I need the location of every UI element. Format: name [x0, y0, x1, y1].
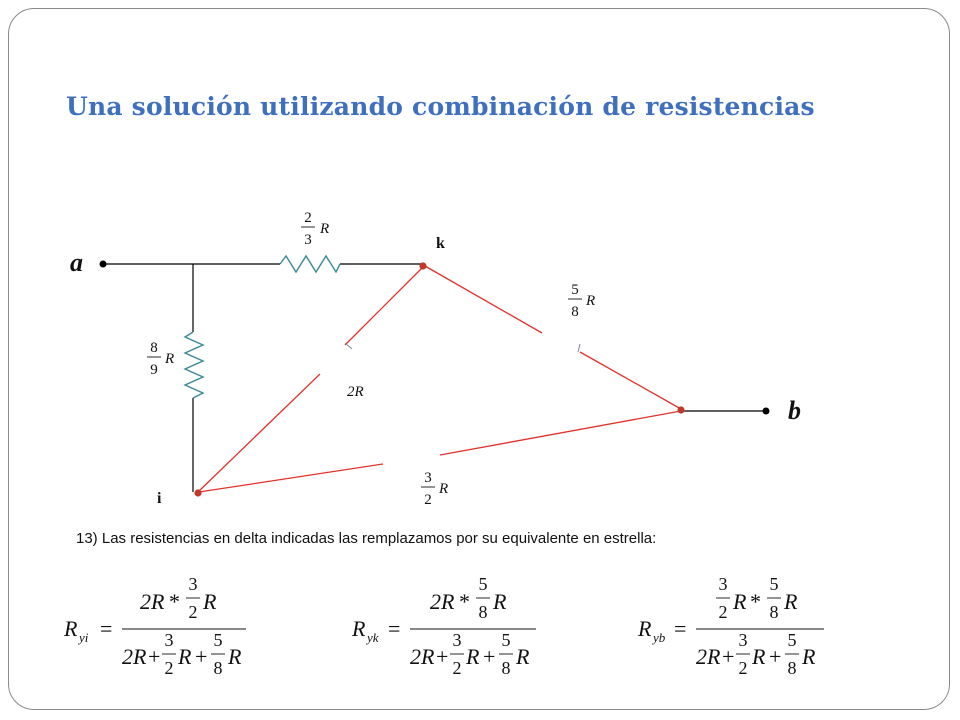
label-ib-var: R: [439, 481, 449, 497]
denominator-term-1: 2R: [122, 644, 147, 669]
label-top-den: 3: [304, 232, 312, 248]
delta-wire-k-i-upper: [345, 267, 423, 345]
denominator-plus-1: +: [148, 644, 161, 669]
numerator-b-den: 2: [188, 602, 198, 622]
formula-lhs-r: R: [638, 616, 652, 641]
delta-gap-tick-kb: [578, 344, 580, 352]
formula-lhs-sub: yi: [79, 630, 89, 645]
denominator-t3-var: R: [228, 644, 242, 669]
formula-equals: =: [388, 616, 401, 641]
label-kb-num: 5: [571, 282, 579, 298]
node-k-dot: [419, 262, 426, 269]
slide-title: Una solución utilizando combinación de resistencias: [66, 92, 815, 121]
delta-wire-k-i-lower: [198, 374, 320, 492]
delta-wire-i-b-right: [440, 411, 681, 455]
denominator-t2-var: R: [178, 644, 192, 669]
numerator-a-var: R: [733, 589, 747, 614]
denominator-t2-den: 2: [164, 658, 174, 678]
numerator-op: *: [750, 589, 761, 614]
resistor-left: [185, 332, 203, 398]
label-resistor-kb: [568, 282, 595, 320]
numerator-b-num: 5: [478, 574, 488, 594]
numerator-a-num: 3: [718, 574, 728, 594]
resistor-top: [280, 256, 340, 272]
label-top-var: R: [320, 221, 330, 237]
delta-wire-k-b-lower: [580, 352, 681, 409]
label-resistor-top: [301, 210, 329, 248]
terminal-b-dot: [763, 408, 770, 415]
label-kb-var: R: [586, 293, 596, 309]
delta-wire-k-b-upper: [425, 266, 542, 333]
denominator-term-1: 2R: [410, 644, 435, 669]
denominator-term-1: 2R: [696, 644, 721, 669]
delta-gap-tick-ki: [345, 343, 352, 349]
label-resistor-left: [147, 340, 174, 378]
formula-r-yi: [60, 572, 260, 684]
numerator-b-var: R: [203, 589, 217, 614]
denominator-plus-1: +: [436, 644, 449, 669]
formula-lhs-r: R: [352, 616, 366, 641]
node-i-label: i: [157, 490, 162, 507]
denominator-t2-var: R: [466, 644, 480, 669]
numerator-b-var: R: [784, 589, 798, 614]
formula-lhs-sub: yk: [367, 630, 379, 645]
denominator-t3-den: 8: [213, 658, 223, 678]
formula-equals: =: [674, 616, 687, 641]
delta-star-caption: 13) Las resistencias en delta indicadas las remplazamos por su equivalente en estrella:: [76, 530, 657, 547]
node-i-dot: [194, 489, 201, 496]
label-top-num: 2: [304, 210, 312, 226]
numerator-b-den: 8: [769, 602, 779, 622]
terminal-b-label: b: [788, 396, 801, 425]
numerator-b-num: 3: [188, 574, 198, 594]
node-b-dot: [677, 406, 684, 413]
formula-r-yb: [634, 572, 834, 684]
denominator-t2-num: 3: [738, 630, 748, 650]
numerator-a-den: 2: [718, 602, 728, 622]
denominator-t2-num: 3: [164, 630, 174, 650]
denominator-t3-den: 8: [787, 658, 797, 678]
denominator-plus-2: +: [195, 644, 208, 669]
numerator-b-var: R: [493, 589, 507, 614]
terminal-a-label: a: [70, 248, 83, 277]
label-resistor-ib: [421, 470, 448, 508]
denominator-t3-num: 5: [213, 630, 223, 650]
denominator-plus-1: +: [722, 644, 735, 669]
denominator-t2-var: R: [752, 644, 766, 669]
delta-wire-i-b-left: [199, 464, 383, 492]
denominator-plus-2: +: [769, 644, 782, 669]
formula-r-yk: [348, 572, 548, 684]
denominator-t2-den: 2: [452, 658, 462, 678]
denominator-t3-var: R: [516, 644, 530, 669]
denominator-t3-den: 8: [501, 658, 511, 678]
denominator-t3-num: 5: [501, 630, 511, 650]
denominator-t2-num: 3: [452, 630, 462, 650]
label-left-den: 9: [150, 362, 158, 378]
numerator-op: *: [169, 589, 180, 614]
formula-equals: =: [100, 616, 113, 641]
label-ib-den: 2: [424, 492, 432, 508]
label-ib-num: 3: [424, 470, 432, 486]
label-resistor-ik: 2R: [347, 384, 364, 400]
label-left-num: 8: [150, 340, 158, 356]
label-kb-den: 8: [571, 304, 579, 320]
formula-lhs-r: R: [64, 616, 78, 641]
formula-lhs-sub: yb: [653, 630, 666, 645]
denominator-t2-den: 2: [738, 658, 748, 678]
denominator-t3-num: 5: [787, 630, 797, 650]
node-k-label: k: [436, 235, 445, 252]
numerator-op: *: [459, 589, 470, 614]
label-left-var: R: [165, 351, 175, 367]
numerator-b-num: 5: [769, 574, 779, 594]
denominator-plus-2: +: [483, 644, 496, 669]
numerator-term-a: 2R: [430, 589, 455, 614]
numerator-term-a: 2R: [140, 589, 165, 614]
terminal-a-dot: [100, 261, 107, 268]
numerator-b-den: 8: [478, 602, 488, 622]
denominator-t3-var: R: [802, 644, 816, 669]
